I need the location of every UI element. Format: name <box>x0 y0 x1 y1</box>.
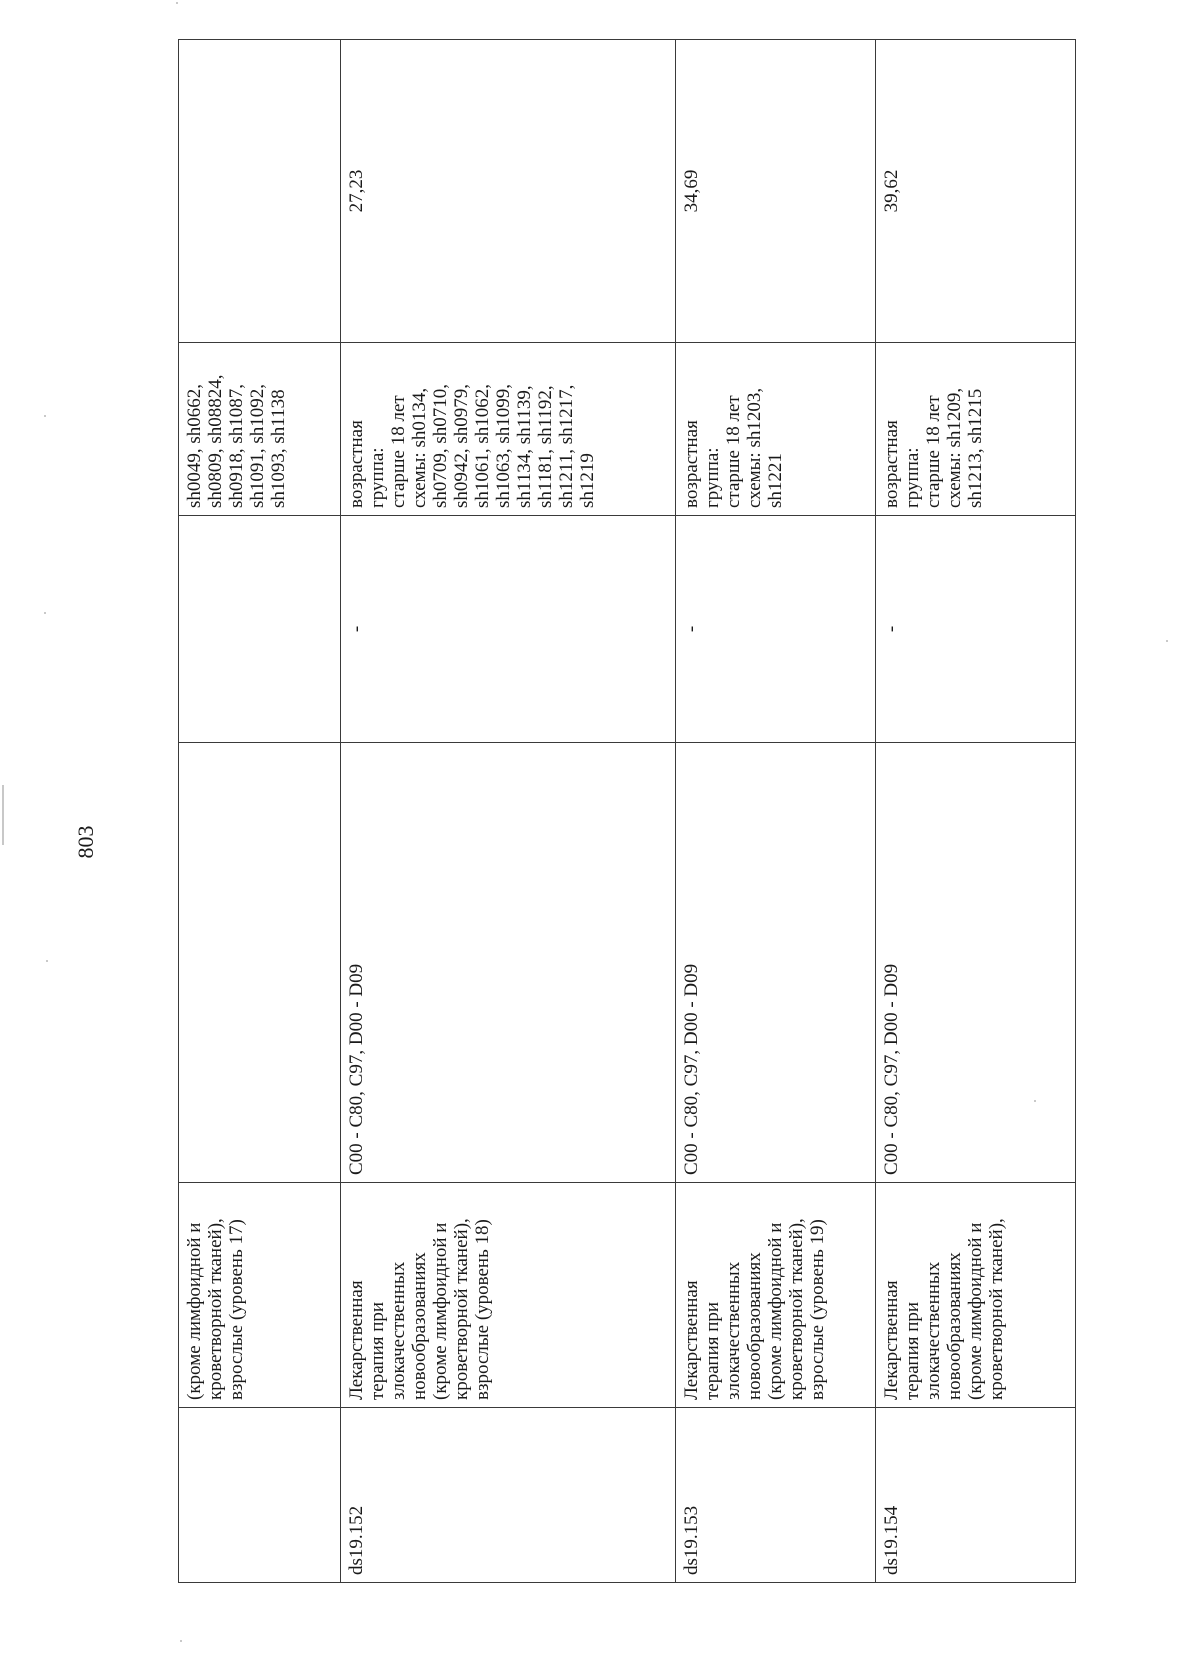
cell-coefficient: 39,62 <box>876 40 1076 343</box>
cell-diagnosis: C00 - C80, C97, D00 - D09 <box>876 743 1076 1183</box>
scan-speck <box>46 960 48 962</box>
scan-speck <box>1166 640 1168 642</box>
cell-code: ds19.153 <box>676 1408 876 1583</box>
cell-additional-diagnosis: - <box>876 516 1076 743</box>
cell-name: Лекарственная терапия при злокачественных новообразованиях (кроме лимфоидной и кроветворной тканей), взрослые (уровень 18) <box>341 1183 676 1408</box>
table-row <box>876 40 1076 1583</box>
page-number: 803 <box>73 825 98 859</box>
cell-diagnosis: C00 - C80, C97, D00 - D09 <box>676 743 876 1183</box>
cell-criteria: возрастная группа: старше 18 лет схемы: sh0134, sh0709, sh0710, sh0942, sh0979, sh1061, sh1062, sh1063, sh1099, sh1134, sh1139, sh1181, sh1192, sh1211, sh1217, sh1219 <box>341 343 676 516</box>
cell-additional-diagnosis <box>179 516 341 743</box>
cell-code <box>179 1408 341 1583</box>
table-row <box>676 40 876 1583</box>
scan-speck <box>1034 1100 1036 1102</box>
scan-speck <box>176 2 178 4</box>
cell-diagnosis: C00 - C80, C97, D00 - D09 <box>341 743 676 1183</box>
cell-code: ds19.152 <box>341 1408 676 1583</box>
table-row <box>179 40 341 1583</box>
cell-coefficient <box>179 40 341 343</box>
cell-coefficient: 27,23 <box>341 40 676 343</box>
cell-name: Лекарственная терапия при злокачественных новообразованиях (кроме лимфоидной и кроветворной тканей), <box>876 1183 1076 1408</box>
cell-code: ds19.154 <box>876 1408 1076 1583</box>
cell-coefficient: 34,69 <box>676 40 876 343</box>
cell-criteria: возрастная группа: старше 18 лет схемы: sh1209, sh1213, sh1215 <box>876 343 1076 516</box>
cell-additional-diagnosis: - <box>341 516 676 743</box>
scan-edge-mark <box>2 785 4 845</box>
cell-additional-diagnosis: - <box>676 516 876 743</box>
scan-speck <box>44 415 46 417</box>
table-row <box>341 40 676 1583</box>
scan-speck <box>180 1640 182 1642</box>
cell-criteria: sh0049, sh0662, sh0809, sh08824, sh0918, sh1087, sh1091, sh1092, sh1093, sh1138 <box>179 343 341 516</box>
cell-criteria: возрастная группа: старше 18 лет схемы: sh1203, sh1221 <box>676 343 876 516</box>
cell-diagnosis <box>179 743 341 1183</box>
cell-name: (кроме лимфоидной и кроветворной тканей), взрослые (уровень 17) <box>179 1183 341 1408</box>
data-table <box>178 39 1076 1583</box>
tariff-table <box>178 130 1075 1583</box>
table-frame <box>178 130 1075 1583</box>
cell-name: Лекарственная терапия при злокачественных новообразованиях (кроме лимфоидной и кроветворной тканей), взрослые (уровень 19) <box>676 1183 876 1408</box>
scan-speck <box>44 612 46 614</box>
